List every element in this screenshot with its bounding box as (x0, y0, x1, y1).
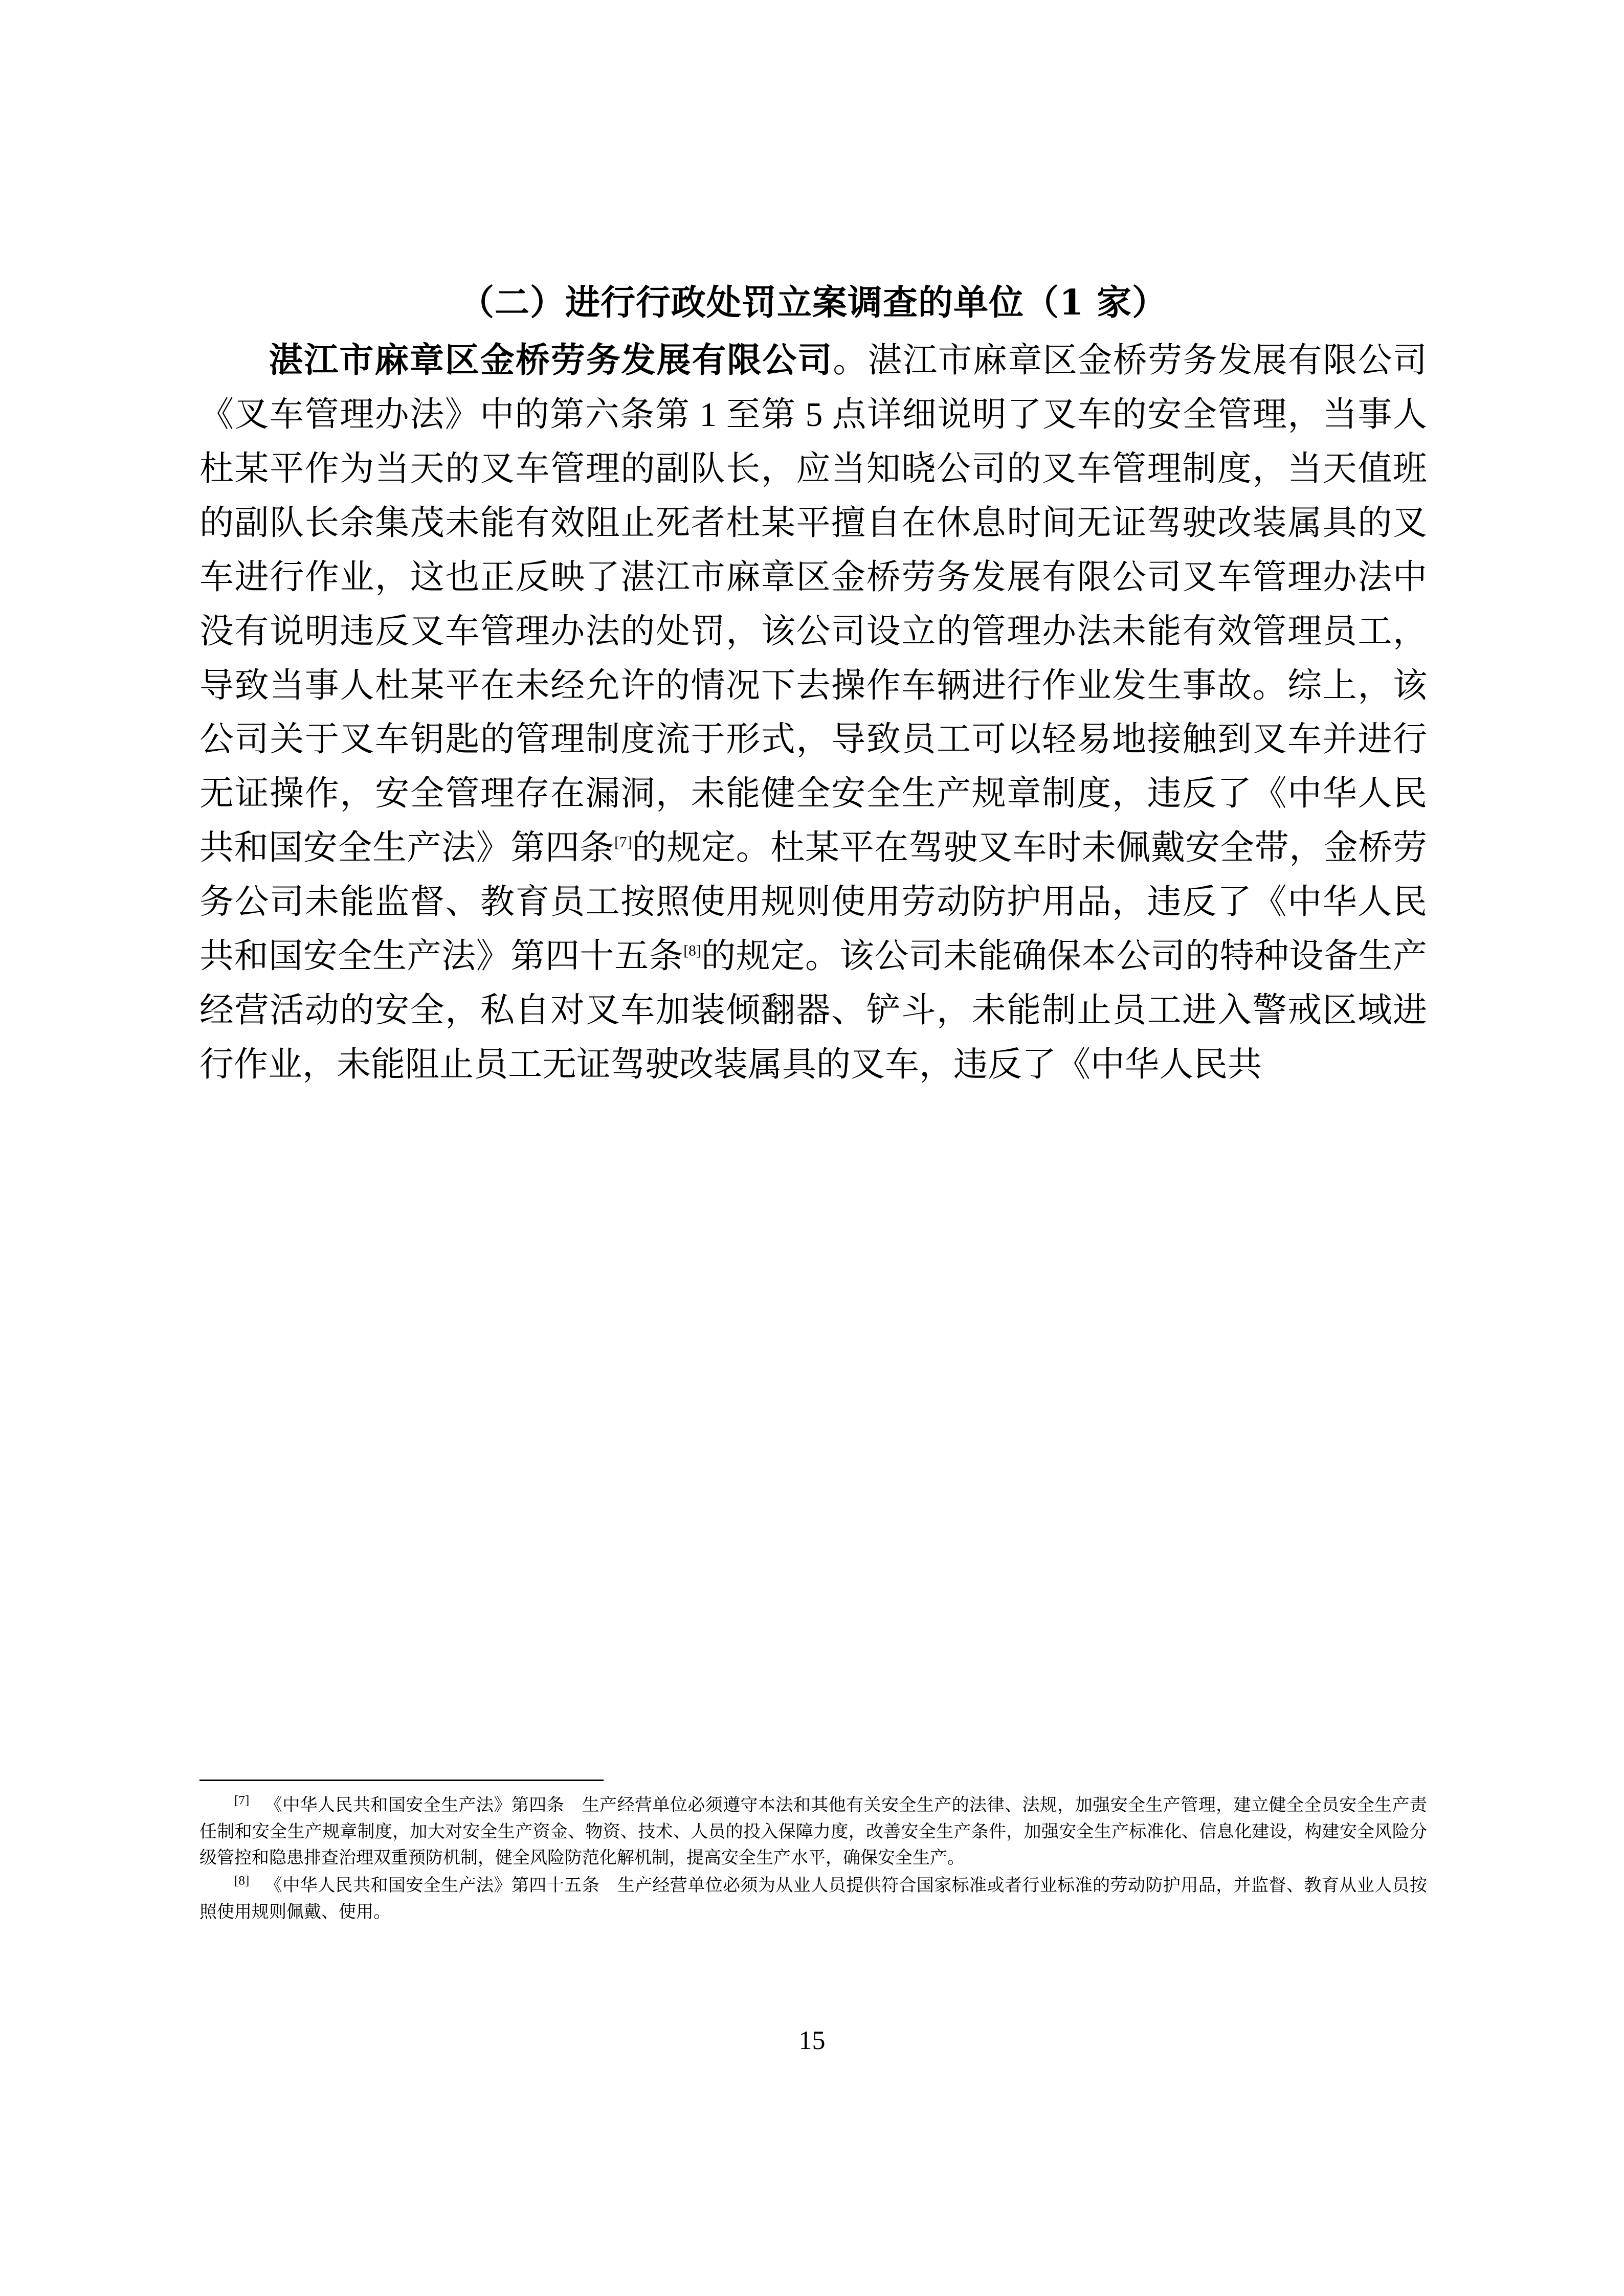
footnote-separator-rule (199, 1780, 604, 1781)
footnote-item (199, 1873, 1427, 1925)
body-text-part-2: 的规定。杜某平在驾驶叉车时未佩戴安全带，金桥劳务公司未能监督、教育员工按照使用规则使用劳动防护用品，违反了《中华人民共和国安全生产法》第四十五条 (199, 829, 1428, 975)
body-paragraph (199, 333, 1427, 1092)
page-content (199, 276, 1427, 1092)
body-text-part-1: 。湛江市麻章区金桥劳务发展有限公司《叉车管理办法》中的第六条第 1 至第 5 点详细说明了叉车的安全管理，当事人杜某平作为当天的叉车管理的副队长，应当知晓公司的叉车管理制度，当天值班的副队长余集茂未能有效阻止死者杜某平擅自在休息时间无证驾驶改装属具的叉车进行作业，这也正反映了湛江市麻章区金桥劳务发展有限公司叉车管理办法中没有说明违反叉车管理办法的处罚，该公司设立的管理办法未能有效管理员工，导致当事人杜某平在未经允许的情况下去操作车辆进行作业发生事故。综上，该公司关于叉车钥匙的管理制度流于形式，导致员工可以轻易地接触到叉车并进行无证操作，安全管理存在漏洞，未能健全安全生产规章制度，违反了《中华人民共和国安全生产法》第四条 (199, 342, 1428, 867)
body-text-part-3: 的规定。该公司未能确保本公司的特种设备生产经营活动的安全，私自对叉车加装倾翻器、铲斗，未能制止员工进入警戒区域进行作业，未能阻止员工无证驾驶改装属具的叉车，违反了《中华人民共 (199, 937, 1427, 1084)
footnote-text-8: 《中华人民共和国安全生产法》第四十五条 生产经营单位必须为从业人员提供符合国家标准或者行业标准的劳动防护用品，并监督、教育从业人员按照使用规则佩戴、使用。 (199, 1876, 1427, 1922)
page-number: 15 (798, 2026, 826, 2055)
footnote-area (199, 1780, 1427, 1925)
company-name-bold: 湛江市麻章区金桥劳务发展有限公司 (268, 340, 833, 380)
footnote-reference-7[interactable]: [7] (614, 834, 632, 851)
footnote-marker-8: [8] (234, 1874, 250, 1888)
footnote-text-7: 《中华人民共和国安全生产法》第四条 生产经营单位必须遵守本法和其他有关安全生产的法律、法规，加强安全生产管理，建立健全全员安全生产责任制和安全生产规章制度，加大对安全生产资金、物资、技术、人员的投入保障力度，改善安全生产条件，加强安全生产标准化、信息化建设，构建安全风险分级管控和隐患排查治理双重预防机制，健全风险防范化解机制，提高安全生产水平，确保安全生产。 (199, 1796, 1427, 1868)
footnote-item (199, 1792, 1427, 1872)
section-heading: （二）进行行政处罚立案调查的单位（1 家） (459, 282, 1167, 323)
footnote-reference-8[interactable]: [8] (683, 942, 701, 959)
footnote-marker-7: [7] (234, 1793, 250, 1808)
